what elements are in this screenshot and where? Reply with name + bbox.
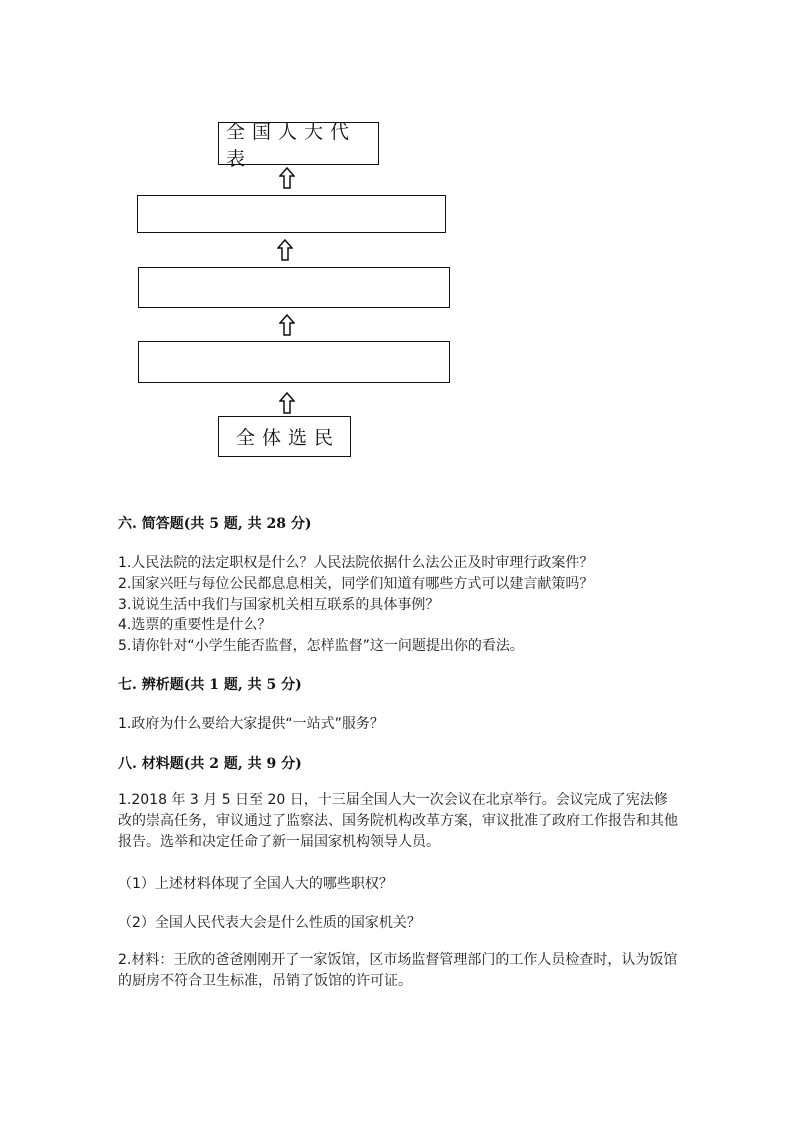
section8-heading: 八. 材料题(共 2 题, 共 9 分) — [118, 756, 302, 772]
section6-heading: 六. 简答题(共 5 题, 共 28 分) — [118, 516, 312, 532]
up-arrow-icon — [279, 167, 295, 189]
question-item: 3.说说生活中我们与国家机关相互联系的具体事例？ — [118, 597, 440, 613]
material-paragraph: 1.2018 年 3 月 5 日至 20 日，十三届全国人大一次会议在北京举行。会议完成了宪法修改的崇高任务，审议通过了监察法、国务院机构改革方案，审议批准了政府工作报告和其他报告。选举和决定任命了新一届国家机构领导人员。 — [118, 792, 678, 850]
question-item: 1.人民法院的法定职权是什么？人民法院依据什么法公正及时审理行政案件？ — [118, 555, 594, 571]
bottom-box — [218, 416, 351, 457]
question-item: 4.选票的重要性是什么？ — [118, 617, 272, 633]
section7-heading: 七. 辨析题(共 1 题, 共 5 分) — [118, 677, 302, 693]
blank-box-3 — [138, 341, 450, 383]
bottom-box-label: 全体选民 — [235, 427, 340, 449]
sub-question: （2）全国人民代表大会是什么性质的国家机关？ — [118, 915, 421, 931]
question-item: 2.国家兴旺与每位公民都息息相关，同学们知道有哪些方式可以建言献策吗？ — [118, 576, 594, 592]
sub-question: （1）上述材料体现了全国人大的哪些职权？ — [118, 876, 393, 892]
top-box-label: 全国人大代表 — [226, 120, 357, 170]
question-item: 1.政府为什么要给大家提供“一站式”服务？ — [118, 716, 384, 732]
blank-box-1 — [137, 195, 446, 233]
blank-box-2 — [138, 267, 450, 308]
up-arrow-icon — [279, 314, 295, 336]
top-box — [218, 120, 379, 170]
up-arrow-icon — [279, 392, 295, 414]
material-paragraph: 2.材料：王欣的爸爸刚刚开了一家饭馆，区市场监督管理部门的工作人员检查时，认为饭馆的厨房不符合卫生标准，吊销了饭馆的许可证。 — [118, 952, 678, 989]
question-item: 5.请你针对“小学生能否监督，怎样监督”这一问题提出你的看法。 — [118, 638, 524, 654]
up-arrow-icon — [277, 239, 293, 261]
